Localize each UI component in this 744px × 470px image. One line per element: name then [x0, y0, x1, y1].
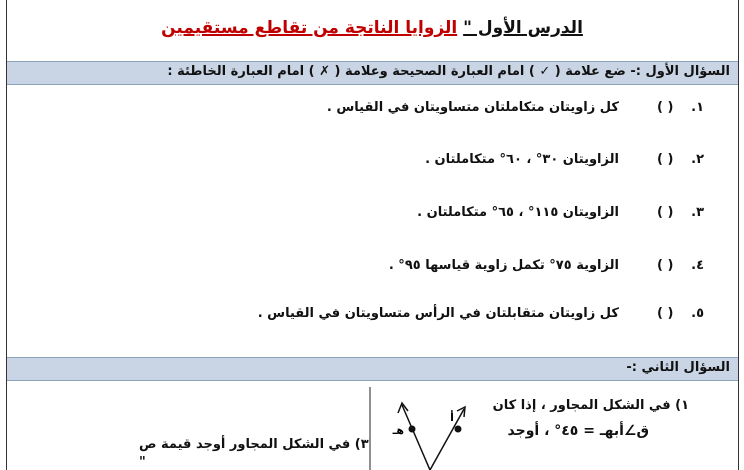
- answer-blank[interactable]: ( ): [657, 205, 674, 220]
- item-number: ٥.: [691, 306, 704, 321]
- angle-figure: [364, 387, 474, 470]
- question2-part3: ٣) في الشكل المجاور أوجد قيمة ص: [139, 437, 369, 452]
- lesson-title-prefix: الدرس الأول ": [463, 18, 583, 38]
- item-text: الزاويتان ٣٠° ، ٦٠° متكاملتان .: [425, 152, 619, 167]
- question1-item-2: [425, 152, 704, 167]
- answer-blank[interactable]: ( ): [657, 152, 674, 167]
- question2-part1-line1: ١) في الشكل المجاور ، إذا كان: [492, 398, 689, 413]
- question1-heading-band: [7, 61, 738, 85]
- question1-item-5: [258, 306, 704, 321]
- answer-blank[interactable]: ( ): [657, 100, 674, 115]
- label-a: أ: [450, 411, 454, 424]
- question2-heading-band: [7, 357, 738, 381]
- item-number: ٢.: [691, 152, 704, 167]
- answer-blank[interactable]: ( ): [657, 306, 674, 321]
- question2-heading: السؤال الثاني :-: [626, 360, 730, 375]
- question1-item-4: [389, 258, 704, 273]
- point-h: [409, 426, 416, 433]
- item-number: ١.: [691, 100, 704, 115]
- item-number: ٤.: [691, 258, 704, 273]
- ray-bh: [402, 405, 430, 470]
- lesson-title-suffix: ": [139, 455, 146, 470]
- question2-part1-line2: ق∠أبهـ = ٤٥° ، أوجد: [507, 423, 649, 439]
- item-text: الزاوية ٧٥° تكمل زاوية قياسها ٩٥° .: [388, 258, 619, 273]
- question1-heading: السؤال الأول :- ضع علامة ( ✓ ) امام العبارة الصحيحة وعلامة ( ✗ ) امام العبارة الخاطئة :: [167, 64, 730, 79]
- page-border-right: [738, 0, 739, 470]
- question1-item-1: [327, 100, 704, 115]
- ray-ba: [430, 409, 464, 470]
- point-a: [455, 426, 462, 433]
- item-text: كل زاويتان متقابلتان في الرأس متساويتان في القياس .: [257, 306, 619, 321]
- item-number: ٣.: [691, 205, 704, 220]
- item-text: الزاويتان ١١٥° ، ٦٥° متكاملتان .: [417, 205, 619, 220]
- lesson-title-topic: الزوايا الناتجة من تقاطع مستقيمين: [161, 18, 458, 38]
- question1-item-3: [417, 205, 704, 220]
- item-text: كل زاويتان متكاملتان متساويتان في القياس .: [326, 100, 619, 115]
- answer-blank[interactable]: ( ): [657, 258, 674, 273]
- label-h: هـ: [392, 424, 404, 437]
